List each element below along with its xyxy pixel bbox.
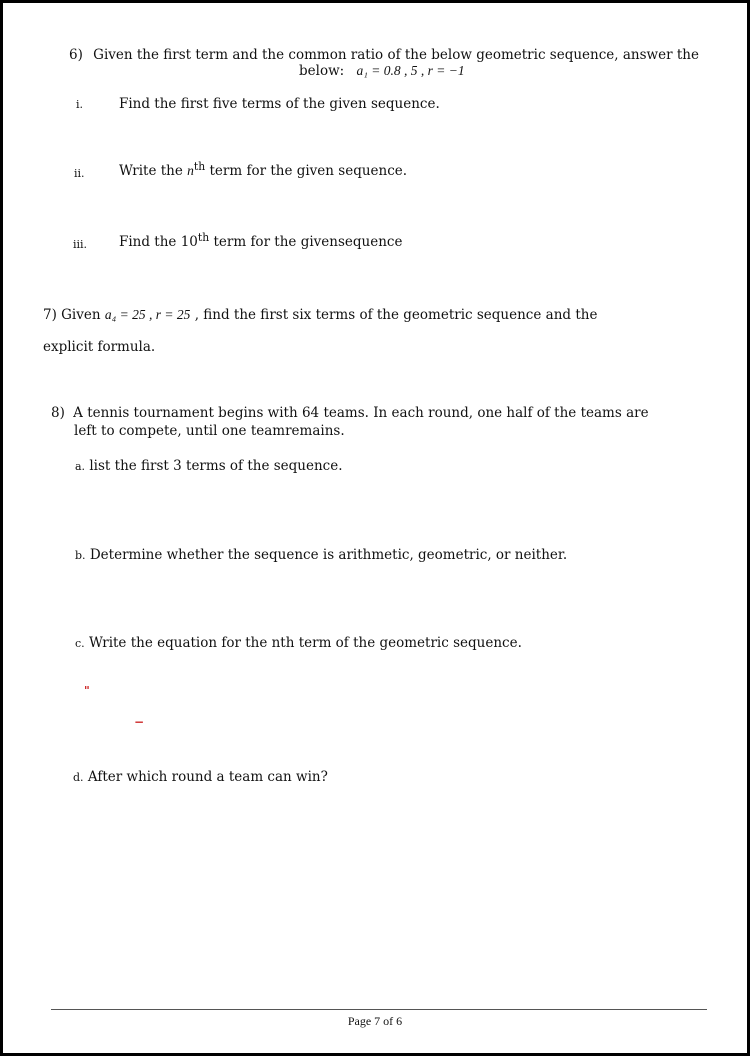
q8-part-b-text: Determine whether the sequence is arithmetic, geometric, or neither. (89, 547, 568, 563)
q6-item2-text (119, 160, 408, 179)
q7-prefix: 7) Given (43, 307, 105, 323)
q6-item2-roman: ii. (74, 167, 85, 180)
q8-part-d-letter: d. (73, 771, 84, 784)
q8-part-c-text: Write the equation for the nth term of the geometric sequence. (88, 635, 522, 651)
q8-part-d (73, 769, 328, 785)
q6-line1 (69, 47, 699, 63)
q6-number: 6) (69, 47, 83, 63)
q8-line1 (51, 405, 649, 421)
q7-given-values: a₄ = 25 , r = 25 (104, 307, 191, 322)
q6-given-values: a₁ = 0.8 , 5 , r = −1 (356, 63, 465, 78)
q6-text-line1: Given the first term and the common ratio of the below geometric sequence, answer the (93, 47, 699, 63)
q7-rest: , find the first six terms of the geometric sequence and the (190, 307, 598, 323)
q7-line1 (43, 307, 597, 323)
q8-part-d-text: After which round a team can win? (87, 769, 328, 785)
q6-line2 (299, 63, 465, 79)
q8-text-line2: left to compete, until one teamremains. (74, 423, 345, 439)
q6-item2-var: n (187, 163, 194, 178)
q6-item3-text (119, 231, 403, 250)
q8-part-b-letter: b. (75, 549, 86, 562)
q6-item3-pre: Find the 10 (119, 234, 198, 250)
q7-line2: explicit formula. (43, 339, 156, 355)
q8-part-b (75, 547, 567, 563)
q8-part-c (75, 635, 522, 651)
q8-part-a-letter: a. (75, 460, 86, 473)
q6-item1-roman: i. (76, 98, 84, 111)
q6-item3-post: term for the givensequence (209, 234, 403, 250)
q8-text-line1: A tennis tournament begins with 64 teams. In each round, one half of the teams are (73, 405, 649, 421)
q6-text-line2: below: (299, 63, 345, 79)
q6-item1-text: Find the first five terms of the given sequence. (119, 96, 440, 112)
q6-item2-pre: Write the (119, 163, 188, 179)
page-number: Page 7 of 6 (347, 1014, 403, 1028)
q8-part-a-text: list the first 3 terms of the sequence. (89, 458, 343, 474)
q6-item2-sup: th (193, 160, 206, 174)
q6-item3-roman: iii. (73, 238, 88, 251)
q8-part-a (75, 458, 343, 474)
q6-item2-post: term for the given sequence. (205, 163, 408, 179)
footer-divider (51, 1009, 707, 1010)
stray-red-mark-dash: − (134, 715, 145, 729)
stray-red-mark-quote: " (84, 684, 90, 697)
q8-part-c-letter: c. (75, 637, 85, 650)
q6-item3-sup: th (197, 231, 210, 245)
q8-number: 8) (51, 405, 65, 421)
